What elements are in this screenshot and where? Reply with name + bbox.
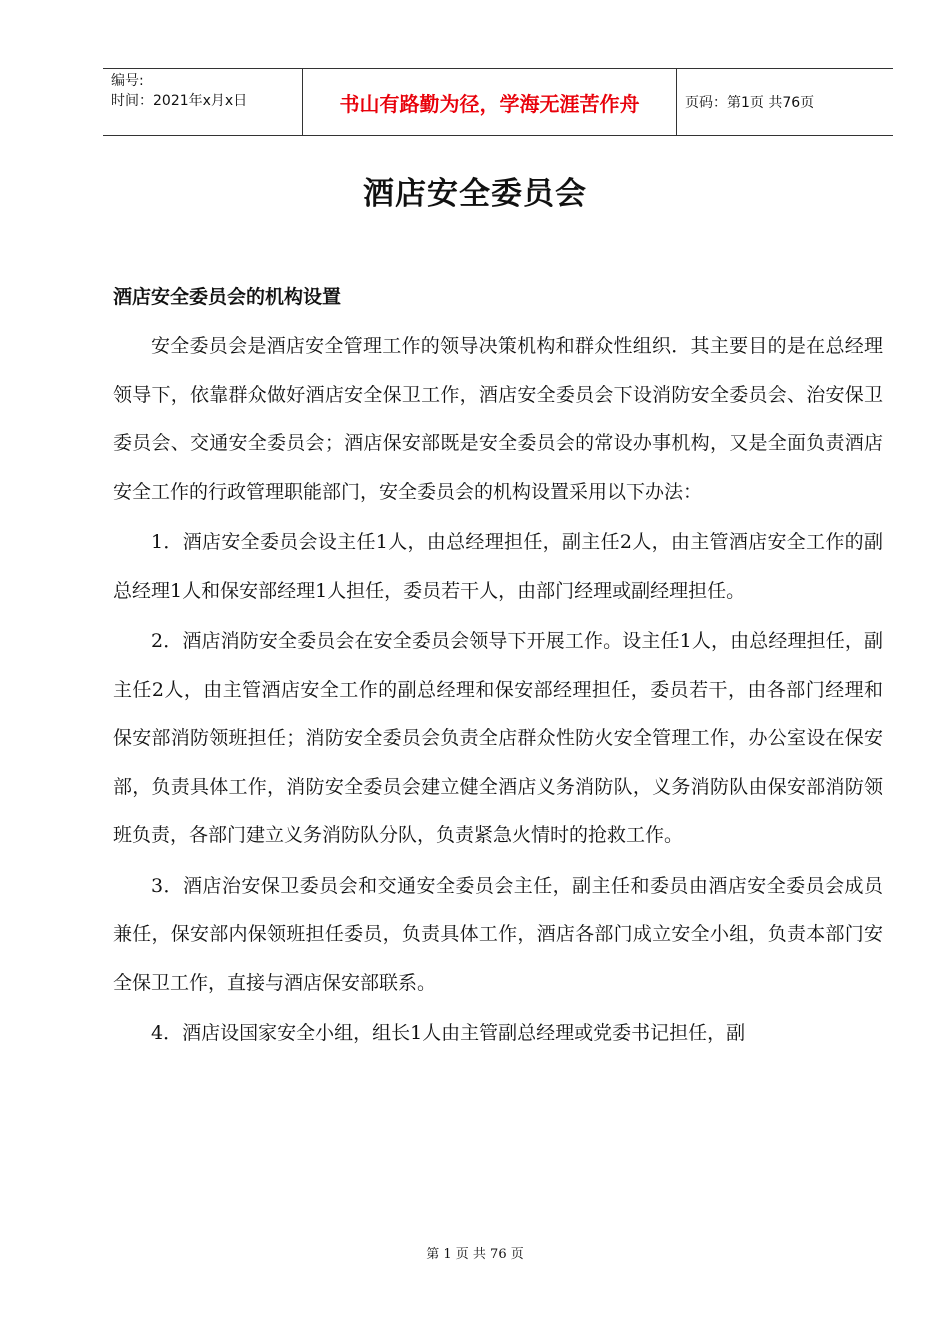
header-meta xyxy=(103,69,303,135)
document-time-label: 时间：2021年x月x日 xyxy=(111,93,248,109)
document-title: 酒店安全委员会 xyxy=(363,176,587,212)
page-footer: 第 1 页 共 76 页 xyxy=(426,1247,524,1262)
document-body xyxy=(113,322,883,1060)
document-number-label: 编号: xyxy=(111,73,144,89)
paragraph: 4．酒店设国家安全小组，组长1人由主管副总经理或党委书记担任，副 xyxy=(151,1022,746,1044)
paragraph: 1．酒店安全委员会设主任1人，由总经理担任，副主任2人，由主管酒店安全工作的副总经理1人和保安部经理1人担任，委员若干人，由部门经理或副经理担任。 xyxy=(113,531,883,602)
paragraph: 安全委员会是酒店安全管理工作的领导决策机构和群众性组织．其主要目的是在总经理领导下，依靠群众做好酒店安全保卫工作，酒店安全委员会下设消防安全委员会、治安保卫委员会、交通安全委员会；酒店保安部既是安全委员会的常设办事机构，又是全面负责酒店安全工作的行政管理职能部门，安全委员会的机构设置采用以下办法： xyxy=(113,335,883,503)
page-header xyxy=(103,68,893,136)
header-page-number: 页码：第1页 共76页 xyxy=(685,95,815,111)
section-heading: 酒店安全委员会的机构设置 xyxy=(113,286,342,308)
header-motto: 书山有路勤为径，学海无涯苦作舟 xyxy=(303,69,677,135)
paragraph: 3．酒店治安保卫委员会和交通安全委员会主任，副主任和委员由酒店安全委员会成员兼任，保安部内保领班担任委员，负责具体工作，酒店各部门成立安全小组，负责本部门安全保卫工作，直接与酒店保安部联系。 xyxy=(113,874,883,994)
paragraph: 2．酒店消防安全委员会在安全委员会领导下开展工作。设主任1人，由总经理担任，副主任2人，由主管酒店安全工作的副总经理和保安部经理担任，委员若干，由各部门经理和保安部消防领班担任；消防安全委员会负责全店群众性防火安全管理工作，办公室设在保安部，负责具体工作，消防安全委员会建立健全酒店义务消防队，义务消防队由保安部消防领班负责，各部门建立义务消防队分队，负责紧急火情时的抢救工作。 xyxy=(113,630,883,846)
